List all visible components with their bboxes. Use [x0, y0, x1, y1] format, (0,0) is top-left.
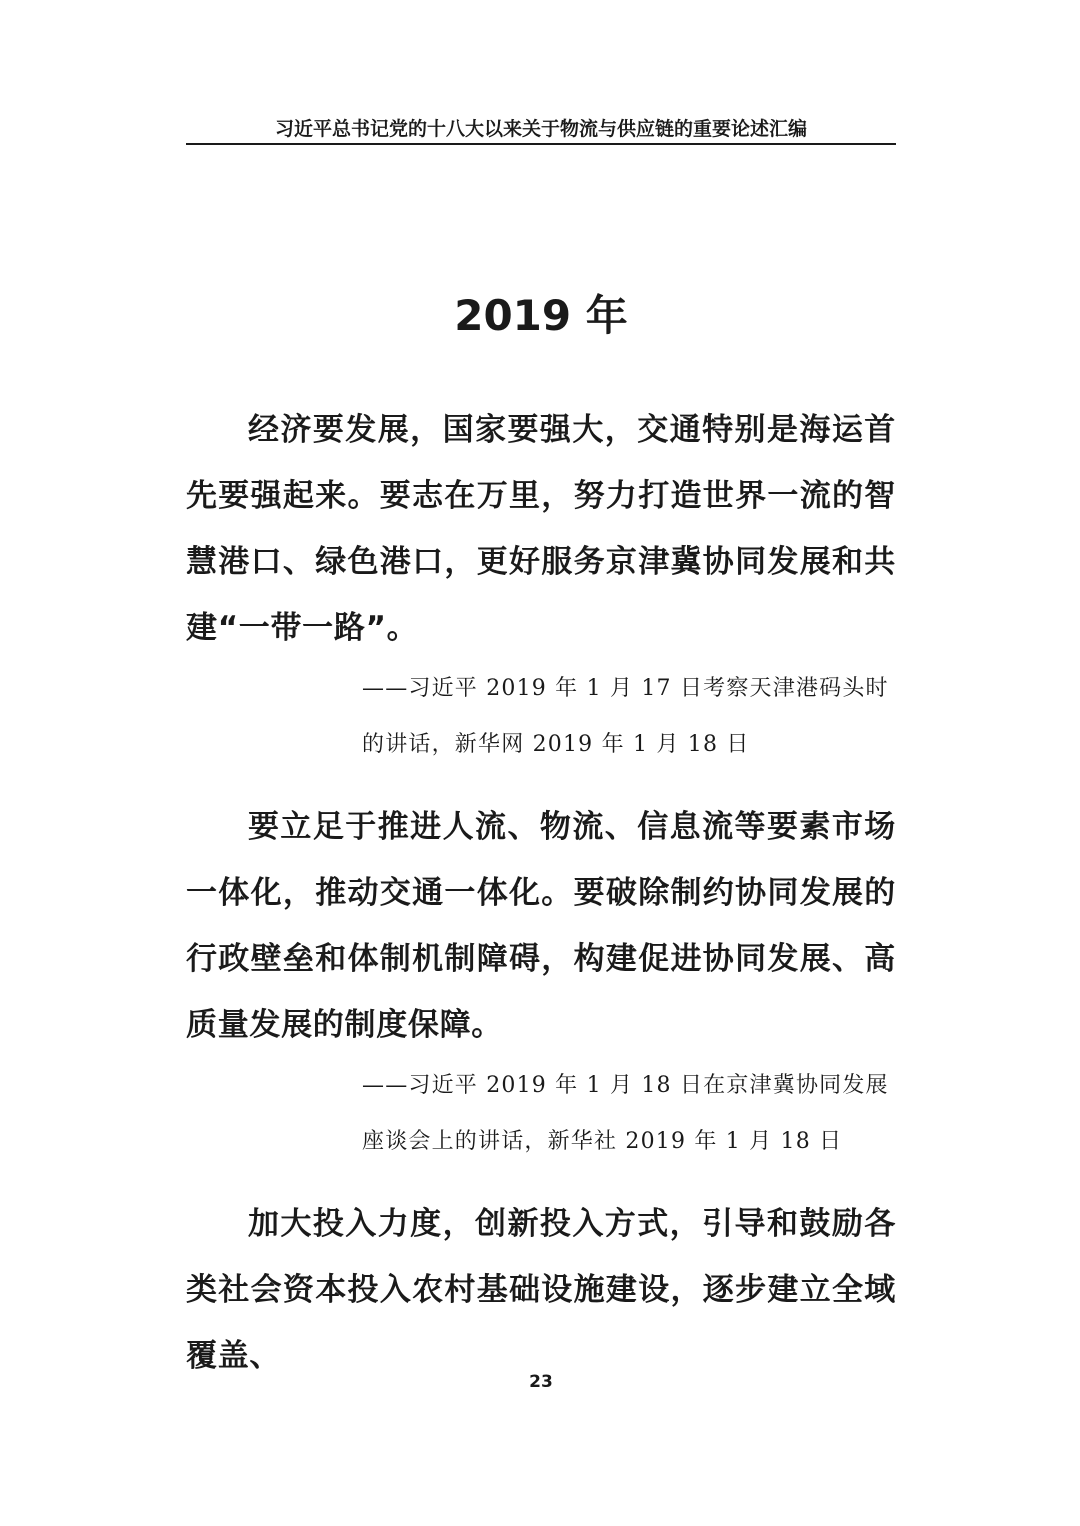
page-number: 23 [529, 1372, 553, 1392]
entry-1-source: ——习近平 2019 年 1 月 17 日考察天津港码头时的讲话，新华网 2019 年 1 月 18 日 [362, 676, 889, 757]
entry-2 [186, 794, 896, 1170]
entry-1-quote: 经济要发展，国家要强大，交通特别是海运首先要强起来。要志在万里，努力打造世界一流的智慧港口、绿色港口，更好服务京津冀协同发展和共建“一带一路”。 [186, 412, 896, 646]
entry-3-quote: 加大投入力度，创新投入方式，引导和鼓励各类社会资本投入农村基础设施建设，逐步建立全域覆盖、 [186, 1206, 896, 1374]
running-header: 习近平总书记党的十八大以来关于物流与供应链的重要论述汇编 [274, 118, 807, 140]
year-heading: 2019 年 [454, 291, 628, 340]
entry-2-source: ——习近平 2019 年 1 月 18 日在京津冀协同发展座谈会上的讲话，新华社 2019 年 1 月 18 日 [362, 1073, 889, 1154]
entry-3 [186, 1191, 896, 1389]
header-rule [186, 143, 896, 145]
entry-2-quote: 要立足于推进人流、物流、信息流等要素市场一体化，推动交通一体化。要破除制约协同发展的行政壁垒和体制机制障碍，构建促进协同发展、高质量发展的制度保障。 [186, 809, 896, 1043]
entry-1 [186, 397, 896, 773]
